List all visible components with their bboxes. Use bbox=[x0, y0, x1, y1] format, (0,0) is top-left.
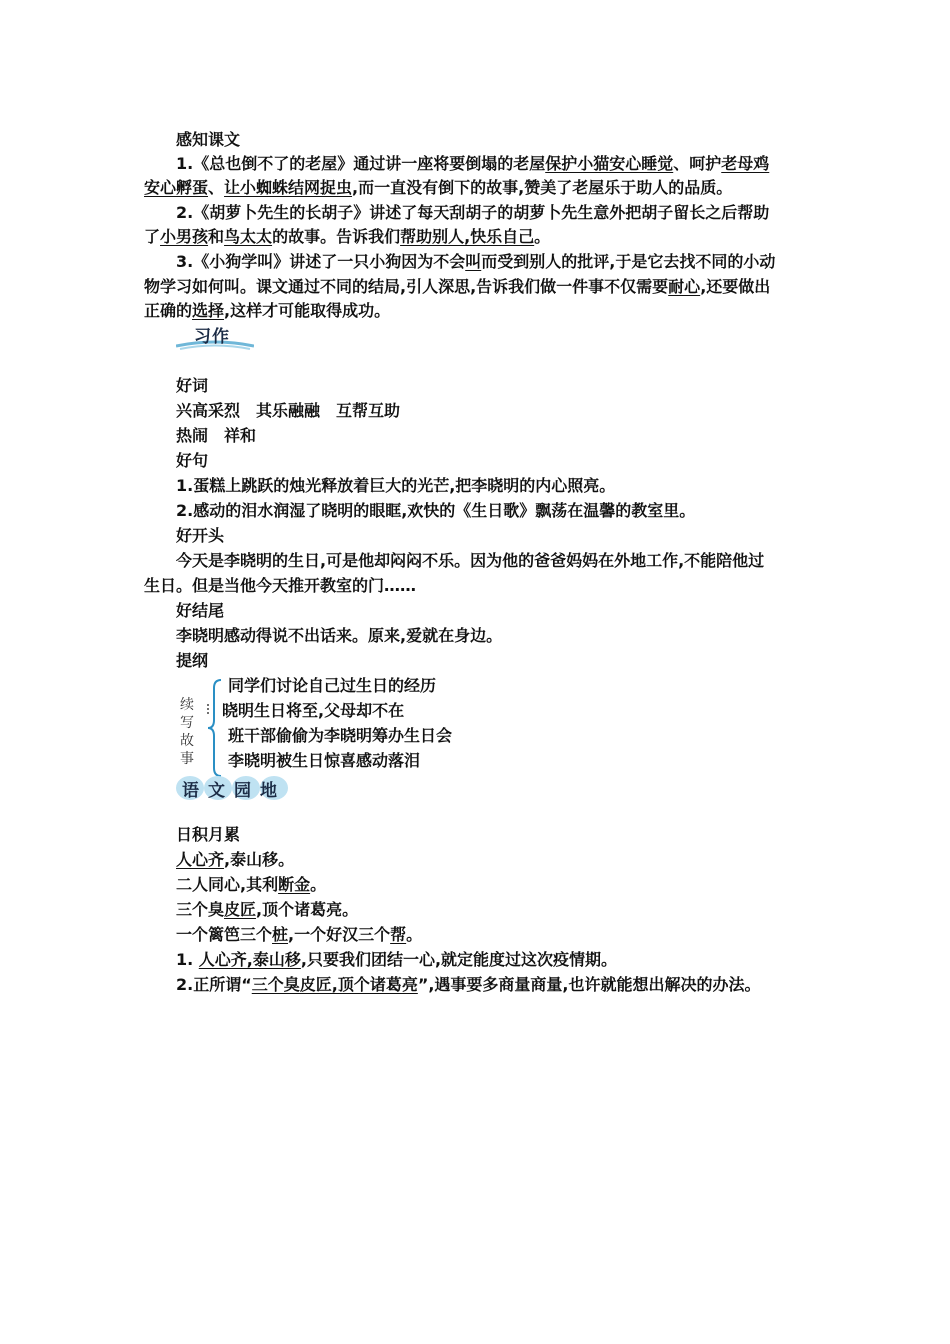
text-run: 三个臭 bbox=[176, 900, 225, 919]
paragraph-line: 2.《胡萝卜先生的长胡子》讲述了每天刮胡子的胡萝卜先生意外把胡子留长之后帮助 bbox=[176, 203, 770, 222]
text-run: ,这样才可能取得成功。 bbox=[224, 301, 391, 320]
outline-vertical-label: 续写故事 bbox=[180, 697, 194, 767]
example-line bbox=[176, 948, 617, 972]
good-sentence: 2.感动的泪水润湿了晓明的眼眶,欢快的《生日歌》飘荡在温馨的教室里。 bbox=[176, 501, 696, 520]
text-run: , bbox=[224, 850, 231, 869]
underlined-text: 人心齐 bbox=[176, 850, 225, 869]
proverb-line bbox=[176, 898, 358, 922]
text-run: 和 bbox=[208, 227, 225, 246]
good-opening-title: 好开头 bbox=[176, 526, 225, 545]
text-run: ,只要我们团结一心,就定能度过这次疫情期。 bbox=[300, 950, 618, 969]
text-run: ,一个好汉三个 bbox=[288, 925, 391, 944]
underlined-text: 人心齐,泰山移 bbox=[198, 950, 301, 969]
paragraph-line bbox=[144, 299, 390, 323]
underlined-text: 鸟太太 bbox=[224, 227, 273, 246]
underlined-text: 帮助别人,快乐自己 bbox=[400, 227, 535, 246]
text-run: ,而一直没有倒下的故事,赞美了老屋乐于助人的品质。 bbox=[352, 178, 733, 197]
outline-item: 李晓明被生日惊喜感动落泪 bbox=[228, 751, 421, 770]
text-run: 一个篱笆三个 bbox=[176, 925, 273, 944]
paragraph-line bbox=[144, 176, 732, 200]
underlined-text: 小男孩 bbox=[160, 227, 209, 246]
text-run: 、呵护 bbox=[673, 154, 722, 173]
good-words-title: 好词 bbox=[176, 376, 209, 395]
proverb-line bbox=[176, 848, 294, 872]
proverb-line bbox=[176, 873, 326, 897]
text-run: 1. bbox=[176, 950, 199, 969]
text-run: 正确的 bbox=[144, 301, 193, 320]
paragraph-line bbox=[144, 225, 550, 249]
chinese-garden-badge bbox=[176, 774, 292, 802]
writing-badge-label: 习作 bbox=[194, 327, 230, 347]
text-run: 。 bbox=[534, 227, 551, 246]
example-line bbox=[176, 973, 761, 997]
text-run: ,还要做出 bbox=[700, 277, 771, 296]
underlined-text: 耐心 bbox=[668, 277, 701, 296]
ending-line: 李晓明感动得说不出话来。原来,爱就在身边。 bbox=[176, 626, 503, 645]
underlined-text: 皮匠 bbox=[224, 900, 257, 919]
paragraph-line bbox=[176, 152, 769, 176]
underlined-text: 让小蜘蛛结网捉虫 bbox=[224, 178, 353, 197]
accumulation-title: 日积月累 bbox=[176, 825, 241, 844]
outline-item: 班干部偷偷为李晓明筹办生日会 bbox=[228, 726, 453, 745]
paragraph-line bbox=[176, 250, 775, 274]
text-run: 而受到别人的批评,于是它去找不同的小动 bbox=[481, 252, 776, 271]
underlined-text: 叫 bbox=[465, 252, 482, 271]
underlined-text: 安心孵蛋 bbox=[144, 178, 209, 197]
text-run: 了 bbox=[144, 227, 161, 246]
brace-icon bbox=[207, 678, 225, 778]
opening-line: 今天是李晓明的生日,可是他却闷闷不乐。因为他的爸爸妈妈在外地工作,不能陪他过 bbox=[176, 551, 765, 570]
underlined-text: 桩 bbox=[272, 925, 289, 944]
outline-title: 提纲 bbox=[176, 651, 209, 670]
good-words-line: 兴高采烈 其乐融融 互帮互助 bbox=[176, 401, 401, 420]
underlined-text: 选择 bbox=[192, 301, 225, 320]
good-ending-title: 好结尾 bbox=[176, 601, 225, 620]
text-run: 2.正所谓“ bbox=[176, 975, 252, 994]
section-title: 感知课文 bbox=[176, 130, 241, 149]
garden-badge-label: 语文园地 bbox=[182, 781, 286, 801]
text-run: 。 bbox=[310, 875, 327, 894]
outline-item: 晓明生日将至,父母却不在 bbox=[222, 701, 405, 720]
text-run: 泰山移 bbox=[230, 850, 279, 869]
underlined-text: 保护小猫安心睡觉 bbox=[545, 154, 674, 173]
writing-section-badge bbox=[176, 322, 254, 350]
proverb-line bbox=[176, 923, 422, 947]
text-run: 的故事。告诉我们 bbox=[272, 227, 401, 246]
text-run: 3.《小狗学叫》讲述了一只小狗因为不会 bbox=[176, 252, 466, 271]
text-run: ,顶个诸葛亮。 bbox=[256, 900, 359, 919]
opening-line: 生日。但是当他今天推开教室的门…… bbox=[144, 576, 417, 595]
underlined-text: 断金 bbox=[278, 875, 311, 894]
underlined-text: 帮 bbox=[390, 925, 407, 944]
text-run: 。 bbox=[406, 925, 423, 944]
text-run: 二人同心,其利 bbox=[176, 875, 279, 894]
paragraph-line bbox=[144, 275, 770, 299]
outline-item: 同学们讨论自己过生日的经历 bbox=[228, 676, 437, 695]
text-run: 。 bbox=[278, 850, 295, 869]
good-words-line: 热闹 祥和 bbox=[176, 426, 257, 445]
text-run: 、 bbox=[208, 178, 225, 197]
good-sentences-title: 好句 bbox=[176, 451, 209, 470]
text-run: 物学习如何叫。课文通过不同的结局,引人深思,告诉我们做一件事不仅需要 bbox=[144, 277, 669, 296]
text-run: 1.《总也倒不了的老屋》通过讲一座将要倒塌的老屋 bbox=[176, 154, 546, 173]
underlined-text: 老母鸡 bbox=[721, 154, 770, 173]
text-run: ”,遇事要多商量商量,也许就能想出解决的办法。 bbox=[417, 975, 761, 994]
good-sentence: 1.蛋糕上跳跃的烛光释放着巨大的光芒,把李晓明的内心照亮。 bbox=[176, 476, 616, 495]
underlined-text: 三个臭皮匠,顶个诸葛亮 bbox=[251, 975, 418, 994]
